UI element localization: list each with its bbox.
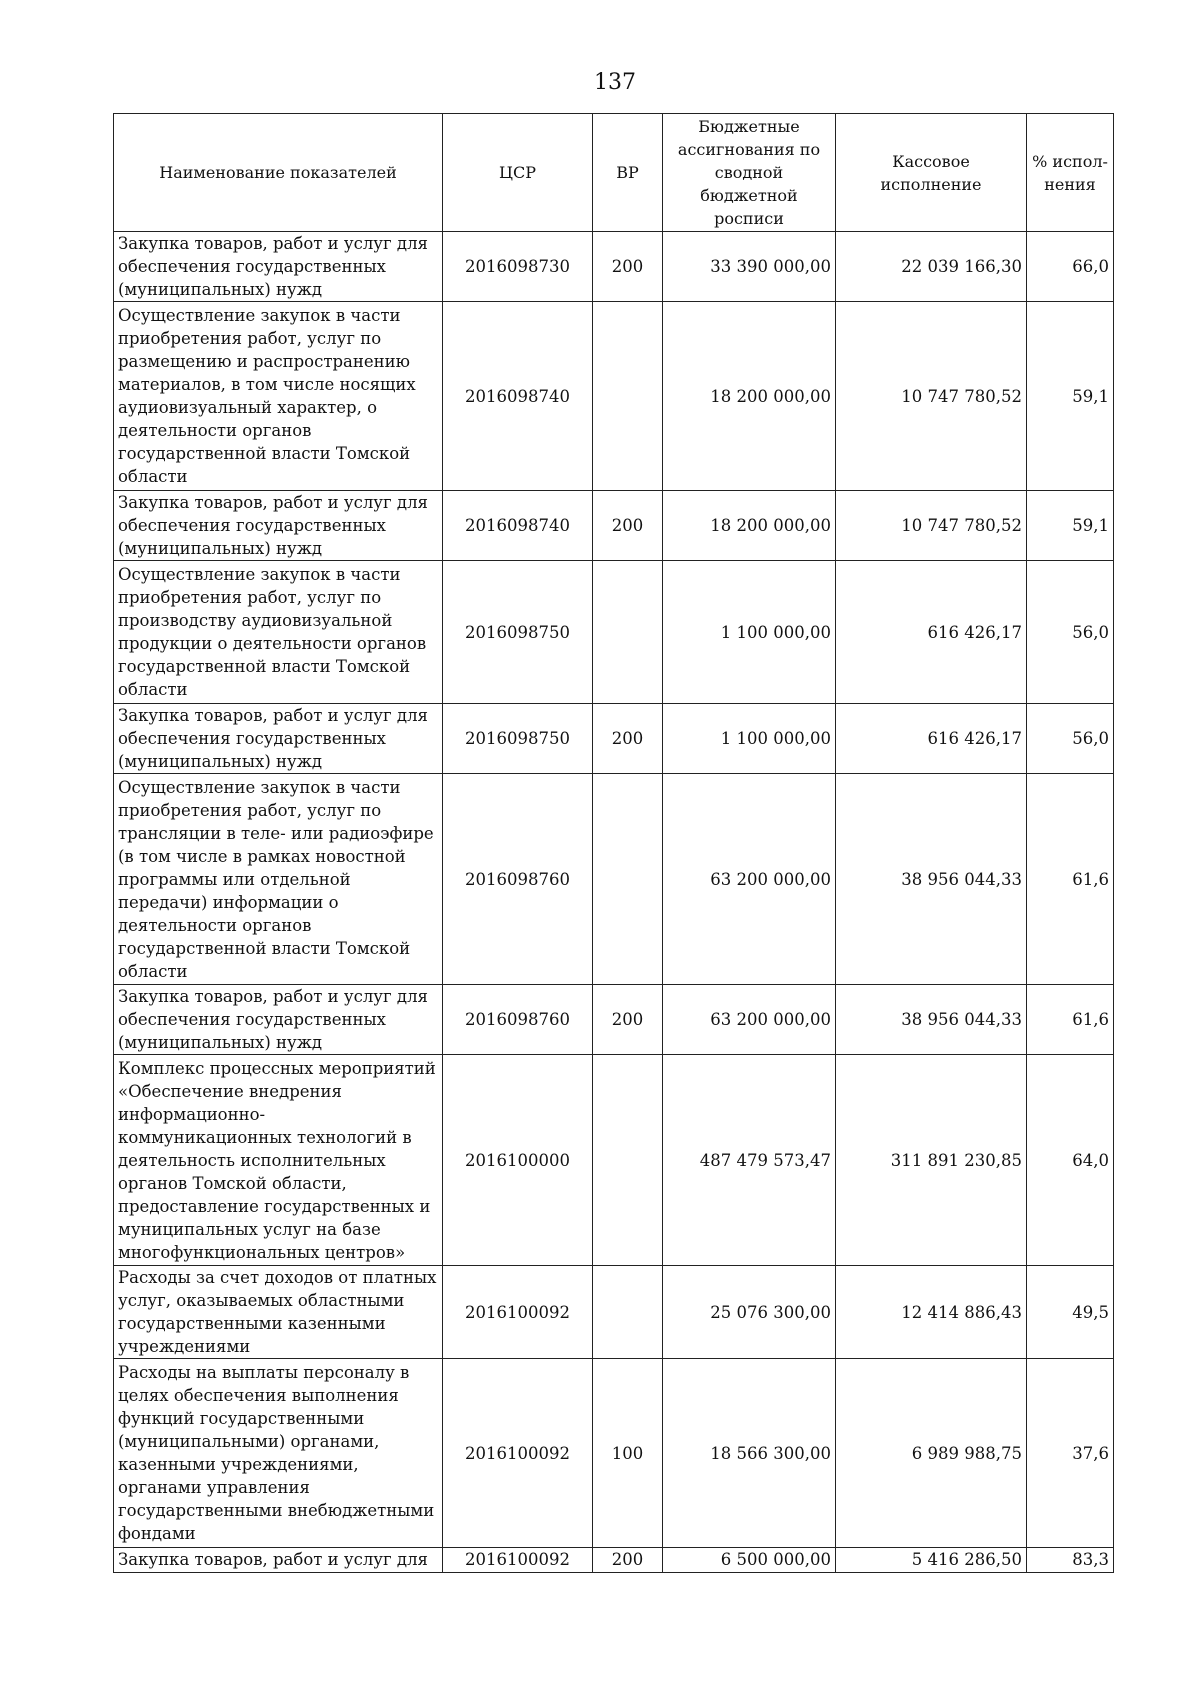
row-csr: 2016098750	[443, 704, 593, 774]
table-row	[114, 985, 1114, 1055]
row-vr	[593, 302, 663, 491]
page-number: 137	[594, 70, 636, 95]
row-assignments: 63 200 000,00	[663, 774, 836, 985]
row-execution: 38 956 044,33	[836, 985, 1027, 1055]
row-assignments: 18 566 300,00	[663, 1359, 836, 1548]
table-row	[114, 1548, 1114, 1573]
row-execution: 311 891 230,85	[836, 1055, 1027, 1266]
row-assignments: 18 200 000,00	[663, 302, 836, 491]
row-vr	[593, 1055, 663, 1266]
row-name: Осуществление закупок в части приобретения работ, услуг по размещению и распространению материалов, в том числе носящих аудиовизуальный характер, о деятельности органов государственной власти Томской области	[114, 302, 443, 491]
row-execution: 5 416 286,50	[836, 1548, 1027, 1573]
row-execution: 10 747 780,52	[836, 491, 1027, 561]
row-execution: 10 747 780,52	[836, 302, 1027, 491]
row-name: Расходы за счет доходов от платных услуг, оказываемых областными государственными казенными учреждениями	[114, 1266, 443, 1359]
row-percent: 59,1	[1027, 491, 1114, 561]
row-vr: 200	[593, 704, 663, 774]
row-execution: 12 414 886,43	[836, 1266, 1027, 1359]
table-row	[114, 774, 1114, 985]
row-csr: 2016098740	[443, 491, 593, 561]
row-name: Расходы на выплаты персоналу в целях обеспечения выполнения функций государственными (муниципальными) органами, казенными учреждениями, органами управления государственными внебюджетными фондами	[114, 1359, 443, 1548]
row-csr: 2016100092	[443, 1359, 593, 1548]
table-row	[114, 1055, 1114, 1266]
row-name: Закупка товаров, работ и услуг для обеспечения государственных (муниципальных) нужд	[114, 985, 443, 1055]
row-execution: 6 989 988,75	[836, 1359, 1027, 1548]
row-execution: 38 956 044,33	[836, 774, 1027, 985]
row-assignments: 1 100 000,00	[663, 704, 836, 774]
row-percent: 66,0	[1027, 232, 1114, 302]
row-vr	[593, 1266, 663, 1359]
row-csr: 2016098760	[443, 985, 593, 1055]
row-vr	[593, 561, 663, 704]
row-percent: 56,0	[1027, 704, 1114, 774]
table-row	[114, 491, 1114, 561]
row-percent: 61,6	[1027, 985, 1114, 1055]
row-assignments: 1 100 000,00	[663, 561, 836, 704]
row-name: Комплекс процессных мероприятий «Обеспечение внедрения информационно-коммуникационных технологий в деятельность исполнительных органов Томской области, предоставление государственных и муниципальных услуг на базе многофункциональных центров»	[114, 1055, 443, 1266]
table-row	[114, 1359, 1114, 1548]
row-vr: 100	[593, 1359, 663, 1548]
row-csr: 2016098740	[443, 302, 593, 491]
row-csr: 2016100092	[443, 1266, 593, 1359]
row-vr: 200	[593, 491, 663, 561]
row-execution: 616 426,17	[836, 561, 1027, 704]
row-assignments: 33 390 000,00	[663, 232, 836, 302]
row-execution: 22 039 166,30	[836, 232, 1027, 302]
header-vr: ВР	[593, 114, 663, 232]
row-percent: 37,6	[1027, 1359, 1114, 1548]
row-percent: 59,1	[1027, 302, 1114, 491]
table-header-row	[114, 114, 1114, 232]
table-row	[114, 704, 1114, 774]
row-csr: 2016100000	[443, 1055, 593, 1266]
row-assignments: 18 200 000,00	[663, 491, 836, 561]
table-row	[114, 1266, 1114, 1359]
row-assignments: 487 479 573,47	[663, 1055, 836, 1266]
header-csr: ЦСР	[443, 114, 593, 232]
budget-table	[113, 113, 1114, 1573]
row-percent: 83,3	[1027, 1548, 1114, 1573]
row-name: Закупка товаров, работ и услуг для обеспечения государственных (муниципальных) нужд	[114, 232, 443, 302]
table-row	[114, 561, 1114, 704]
row-assignments: 25 076 300,00	[663, 1266, 836, 1359]
row-name: Осуществление закупок в части приобретения работ, услуг по производству аудиовизуальной продукции о деятельности органов государственной власти Томской области	[114, 561, 443, 704]
row-percent: 61,6	[1027, 774, 1114, 985]
row-name: Закупка товаров, работ и услуг для обеспечения государственных (муниципальных) нужд	[114, 704, 443, 774]
table-row	[114, 302, 1114, 491]
row-name: Закупка товаров, работ и услуг для	[114, 1548, 443, 1573]
row-assignments: 6 500 000,00	[663, 1548, 836, 1573]
row-vr: 200	[593, 232, 663, 302]
header-execution: Кассовое исполнение	[836, 114, 1027, 232]
header-percent: % испол-нения	[1027, 114, 1114, 232]
row-csr: 2016098750	[443, 561, 593, 704]
row-assignments: 63 200 000,00	[663, 985, 836, 1055]
row-vr: 200	[593, 985, 663, 1055]
header-assignments: Бюджетные ассигнования по сводной бюджетной росписи	[663, 114, 836, 232]
table-row	[114, 232, 1114, 302]
row-name: Осуществление закупок в части приобретения работ, услуг по трансляции в теле- или радиоэфире (в том числе в рамках новостной программы или отдельной передачи) информации о деятельности органов государственной власти Томской области	[114, 774, 443, 985]
row-name: Закупка товаров, работ и услуг для обеспечения государственных (муниципальных) нужд	[114, 491, 443, 561]
header-name: Наименование показателей	[114, 114, 443, 232]
row-vr: 200	[593, 1548, 663, 1573]
row-percent: 49,5	[1027, 1266, 1114, 1359]
row-percent: 56,0	[1027, 561, 1114, 704]
row-csr: 2016100092	[443, 1548, 593, 1573]
row-vr	[593, 774, 663, 985]
row-execution: 616 426,17	[836, 704, 1027, 774]
row-csr: 2016098730	[443, 232, 593, 302]
row-csr: 2016098760	[443, 774, 593, 985]
row-percent: 64,0	[1027, 1055, 1114, 1266]
